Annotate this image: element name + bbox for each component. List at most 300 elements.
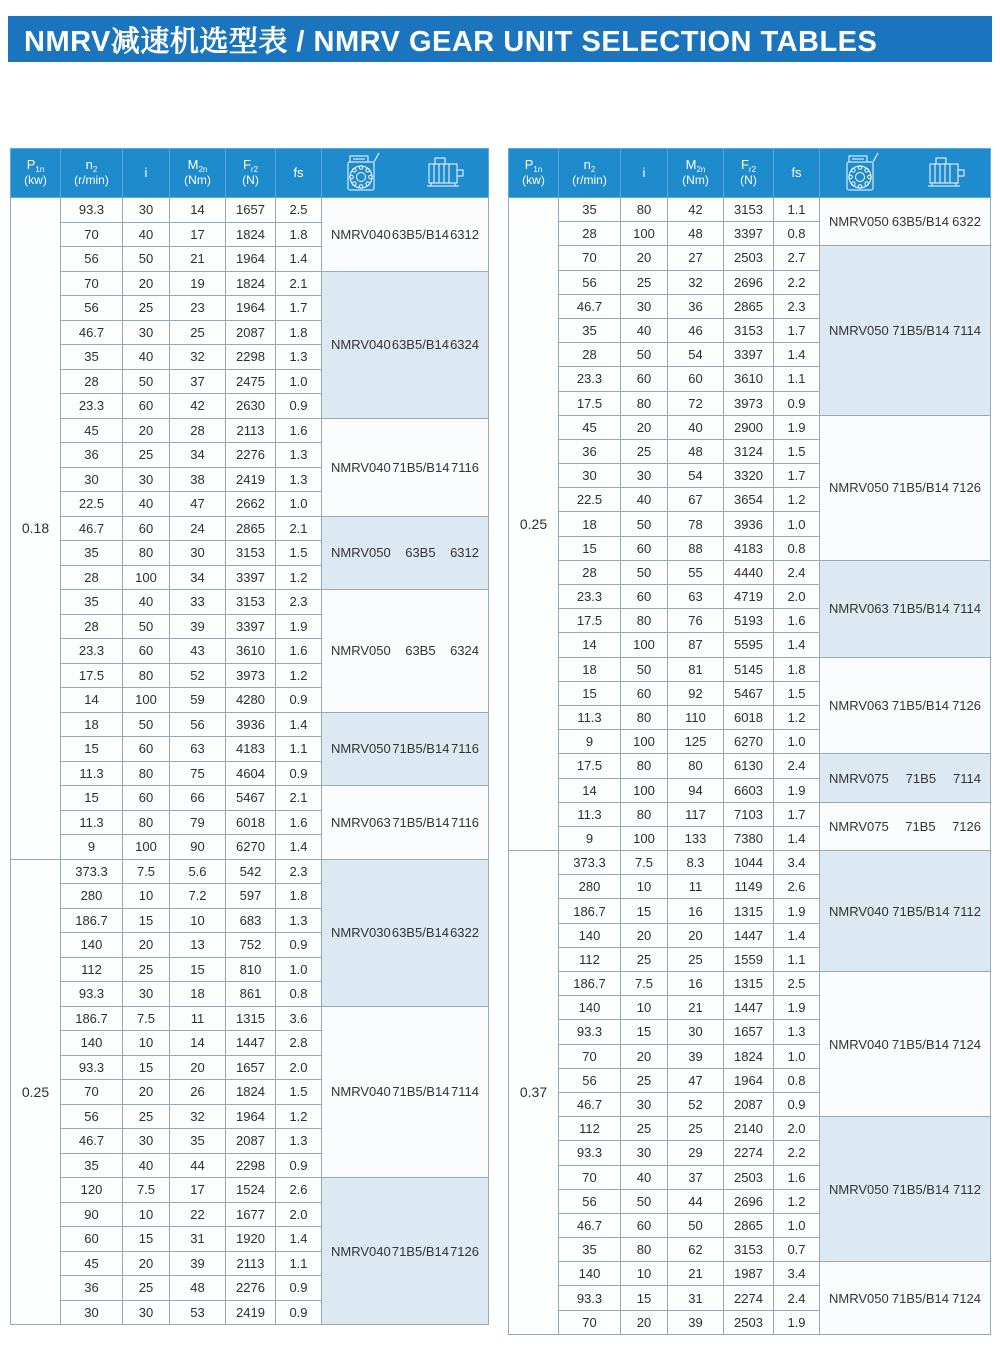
column-header: $P_{1n}$ (kw) [11,149,61,198]
cell-fr2: 2865 [724,1213,774,1237]
cell-fr2: 1824 [724,1044,774,1068]
cell-fr2: 4183 [724,536,774,560]
cell-fs: 1.7 [276,296,322,321]
cell-m2n: 37 [668,1165,724,1189]
cell-i: 60 [621,536,668,560]
motor-label: 7126 [952,480,981,496]
cell-fs: 2.2 [774,1141,820,1165]
cell-fr2: 4183 [226,737,276,762]
table-row [11,1178,489,1203]
cell-fr2: 7380 [724,826,774,850]
cell-m2n: 36 [668,294,724,318]
cell-fr2: 1447 [226,1031,276,1056]
cell-m2n: 35 [170,1129,226,1154]
cell-fr2: 2475 [226,369,276,394]
cell-n2: 140 [559,996,621,1020]
cell-i: 100 [123,565,170,590]
motor-label: 7112 [953,903,981,919]
cell-n2: 23.3 [559,367,621,391]
cell-fs: 1.2 [276,1104,322,1129]
cell-i: 100 [123,688,170,713]
cell-i: 10 [621,996,668,1020]
cell-model [820,657,991,754]
cell-fs: 1.9 [774,778,820,802]
cell-fs: 1.8 [774,657,820,681]
cell-i: 80 [621,1238,668,1262]
motor-label: 6312 [450,226,479,242]
table-row [509,851,991,875]
model-label: NMRV030 [331,925,391,940]
cell-fr2: 1315 [724,972,774,996]
cell-i: 10 [123,1202,170,1227]
table-row [509,415,991,439]
cell-n2: 11.3 [61,761,123,786]
cell-m2n: 42 [170,394,226,419]
cell-i: 60 [123,516,170,541]
model-label: NMRV050 [829,1290,889,1306]
cell-fs: 1.4 [774,633,820,657]
cell-i: 60 [123,394,170,419]
cell-n2: 18 [559,512,621,536]
cell-n2: 70 [61,222,123,247]
column-header: $n_2$ (r/min) [61,149,123,198]
cell-fs: 1.7 [774,464,820,488]
cell-n2: 14 [559,633,621,657]
cell-i: 50 [123,712,170,737]
cell-fr2: 1824 [226,222,276,247]
cell-fr2: 1315 [226,1006,276,1031]
cell-fr2: 4719 [724,585,774,609]
cell-m2n: 21 [170,247,226,272]
table-row [509,560,991,584]
cell-m2n: 5.6 [170,859,226,884]
cell-fr2: 3153 [724,318,774,342]
cell-i: 80 [621,754,668,778]
cell-i: 50 [123,247,170,272]
cell-fr2: 2113 [226,418,276,443]
cell-fs: 1.3 [276,443,322,468]
cell-m2n: 63 [170,737,226,762]
cell-fs: 2.8 [276,1031,322,1056]
cell-n2: 56 [61,1104,123,1129]
gearbox-icon [342,152,382,194]
cell-fs: 0.9 [276,688,322,713]
table-row [11,418,489,443]
cell-fr2: 2503 [724,1165,774,1189]
cell-m2n: 72 [668,391,724,415]
cell-m2n: 14 [170,198,226,223]
model-label: NMRV050 [331,643,391,659]
cell-model [820,802,991,850]
cell-m2n: 76 [668,609,724,633]
motor-label: 6312 [450,545,479,561]
cell-m2n: 40 [668,415,724,439]
cell-n2: 30 [61,467,123,492]
cell-i: 20 [621,246,668,270]
cell-m2n: 133 [668,826,724,850]
model-label: NMRV063 [829,697,889,713]
cell-fr2: 3153 [226,541,276,566]
cell-i: 25 [123,1104,170,1129]
cell-fs: 2.4 [774,560,820,584]
cell-m2n: 27 [668,246,724,270]
cell-fs: 0.9 [276,1153,322,1178]
cell-m2n: 43 [170,639,226,664]
cell-fs: 1.6 [774,609,820,633]
cell-n2: 112 [559,1117,621,1141]
cell-model [820,972,991,1117]
cell-i: 30 [123,1300,170,1325]
cell-fs: 1.4 [774,343,820,367]
cell-fr2: 5595 [724,633,774,657]
cell-fr2: 3610 [226,639,276,664]
column-header: $n_2$ (r/min) [559,149,621,198]
cell-fr2: 2662 [226,492,276,517]
cell-fr2: 2419 [226,467,276,492]
cell-fr2: 3654 [724,488,774,512]
cell-m2n: 25 [668,947,724,971]
cell-i: 60 [621,367,668,391]
cell-m2n: 8.3 [668,851,724,875]
table-row [509,1262,991,1286]
cell-fs: 1.5 [774,681,820,705]
cell-i: 80 [621,802,668,826]
cell-m2n: 32 [668,270,724,294]
cell-fs: 1.0 [774,1044,820,1068]
cell-m2n: 75 [170,761,226,786]
cell-fs: 0.9 [774,1092,820,1116]
cell-n2: 22.5 [61,492,123,517]
cell-model [322,712,489,786]
cell-i: 15 [123,908,170,933]
cell-fs: 2.3 [276,859,322,884]
cell-m2n: 26 [170,1080,226,1105]
cell-n2: 9 [61,835,123,860]
cell-n2: 373.3 [559,851,621,875]
cell-i: 60 [621,1213,668,1237]
cell-i: 20 [621,1310,668,1334]
cell-fr2: 2419 [226,1300,276,1325]
cell-m2n: 34 [170,443,226,468]
cell-i: 40 [123,1153,170,1178]
cell-fr2: 2087 [724,1092,774,1116]
cell-n2: 46.7 [559,294,621,318]
cell-m2n: 16 [668,972,724,996]
cell-m2n: 33 [170,590,226,615]
cell-fr2: 1824 [226,271,276,296]
cell-n2: 45 [61,1251,123,1276]
table-row [11,786,489,811]
cell-i: 10 [123,1031,170,1056]
cell-fr2: 2276 [226,1276,276,1301]
cell-i: 30 [621,1141,668,1165]
cell-fr2: 1149 [724,875,774,899]
cell-n2: 18 [559,657,621,681]
cell-n2: 186.7 [559,972,621,996]
cell-m2n: 52 [170,663,226,688]
cell-model [322,859,489,1006]
cell-fs: 0.9 [276,761,322,786]
cell-fs: 2.7 [774,246,820,270]
cell-fr2: 2140 [724,1117,774,1141]
cell-n2: 90 [61,1202,123,1227]
cell-n2: 35 [559,318,621,342]
model-label: NMRV040 [331,226,391,242]
cell-fr2: 1657 [226,198,276,223]
cell-n2: 46.7 [61,516,123,541]
cell-fs: 1.7 [774,318,820,342]
cell-fs: 1.2 [774,705,820,729]
cell-i: 20 [621,415,668,439]
cell-i: 25 [123,296,170,321]
cell-fr2: 3153 [724,198,774,222]
cell-fs: 0.8 [774,1068,820,1092]
cell-i: 15 [123,1227,170,1252]
cell-fs: 1.2 [774,1189,820,1213]
cell-m2n: 32 [170,345,226,370]
flange-label: 71B5/B14 [392,459,450,475]
cell-fr2: 6130 [724,754,774,778]
cell-fr2: 2503 [724,1310,774,1334]
cell-i: 30 [123,467,170,492]
cell-i: 50 [621,343,668,367]
flange-label: 71B5/B14 [892,903,950,919]
cell-fs: 1.4 [774,923,820,947]
cell-fr2: 5193 [724,609,774,633]
cell-fs: 1.0 [276,957,322,982]
cell-n2: 112 [559,947,621,971]
cell-fs: 2.2 [774,270,820,294]
cell-model [322,516,489,590]
cell-m2n: 21 [668,996,724,1020]
cell-n2: 35 [61,1153,123,1178]
model-column-header [322,149,489,198]
cell-i: 25 [123,443,170,468]
cell-m2n: 52 [668,1092,724,1116]
cell-n2: 70 [559,1310,621,1334]
cell-i: 25 [123,957,170,982]
cell-i: 20 [621,1044,668,1068]
cell-n2: 11.3 [559,802,621,826]
cell-n2: 28 [61,565,123,590]
cell-n2: 9 [559,730,621,754]
cell-i: 20 [123,933,170,958]
cell-fs: 3.4 [774,851,820,875]
cell-i: 80 [621,609,668,633]
cell-m2n: 110 [668,705,724,729]
cell-n2: 56 [61,247,123,272]
page-title-bar [8,16,992,62]
cell-fs: 1.0 [774,512,820,536]
cell-fs: 1.6 [276,639,322,664]
model-label: NMRV063 [331,814,391,830]
cell-n2: 93.3 [61,1055,123,1080]
cell-fr2: 810 [226,957,276,982]
cell-fr2: 3153 [226,590,276,615]
cell-n2: 70 [61,1080,123,1105]
model-label: NMRV050 [331,741,391,757]
cell-n2: 45 [61,418,123,443]
cell-n2: 36 [61,1276,123,1301]
cell-fs: 0.8 [276,982,322,1007]
cell-fr2: 1657 [724,1020,774,1044]
cell-m2n: 28 [170,418,226,443]
cell-fr2: 1987 [724,1262,774,1286]
cell-fr2: 6603 [724,778,774,802]
cell-fr2: 6018 [226,810,276,835]
flange-label: 71B5/B14 [891,1036,949,1052]
cell-i: 30 [621,294,668,318]
cell-fs: 2.6 [774,875,820,899]
cell-fr2: 6270 [724,730,774,754]
cell-model [322,1006,489,1178]
cell-n2: 28 [559,560,621,584]
table-row [509,246,991,270]
cell-m2n: 44 [170,1153,226,1178]
cell-fs: 1.3 [774,1020,820,1044]
cell-i: 100 [621,633,668,657]
cell-fr2: 597 [226,884,276,909]
cell-m2n: 21 [668,1262,724,1286]
flange-label: 63B5 [405,643,436,659]
cell-fr2: 3973 [226,663,276,688]
cell-i: 20 [621,923,668,947]
cell-m2n: 25 [668,1117,724,1141]
motor-icon [422,155,468,191]
cell-n2: 186.7 [61,908,123,933]
cell-fr2: 3320 [724,464,774,488]
cell-i: 60 [621,585,668,609]
cell-m2n: 15 [170,957,226,982]
cell-n2: 17.5 [559,754,621,778]
cell-fs: 1.4 [276,835,322,860]
cell-n2: 35 [559,198,621,222]
cell-n2: 60 [61,1227,123,1252]
cell-n2: 17.5 [559,609,621,633]
cell-fr2: 7103 [724,802,774,826]
cell-m2n: 44 [668,1189,724,1213]
cell-fs: 2.1 [276,786,322,811]
cell-fr2: 1964 [226,247,276,272]
cell-n2: 70 [559,1165,621,1189]
cell-n2: 11.3 [559,705,621,729]
motor-label: 7116 [451,459,479,475]
cell-i: 25 [621,270,668,294]
cell-m2n: 60 [668,367,724,391]
cell-m2n: 14 [170,1031,226,1056]
cell-model [322,1178,489,1325]
cell-m2n: 11 [170,1006,226,1031]
model-label: NMRV063 [829,601,889,617]
cell-i: 40 [621,488,668,512]
cell-fr2: 6018 [724,705,774,729]
cell-m2n: 23 [170,296,226,321]
cell-n2: 93.3 [559,1141,621,1165]
table-row [11,712,489,737]
cell-fs: 1.1 [774,947,820,971]
flange-label: 71B5/B14 [891,1290,949,1306]
cell-m2n: 47 [170,492,226,517]
cell-fs: 2.5 [276,198,322,223]
cell-m2n: 66 [170,786,226,811]
cell-n2: 70 [61,271,123,296]
flange-label: 71B5/B14 [892,601,950,617]
cell-m2n: 39 [170,1251,226,1276]
cell-model [322,786,489,860]
cell-n2: 56 [559,1068,621,1092]
cell-i: 50 [621,1189,668,1213]
cell-fr2: 2298 [226,345,276,370]
cell-fr2: 4280 [226,688,276,713]
cell-fr2: 861 [226,982,276,1007]
cell-n2: 56 [61,296,123,321]
cell-fr2: 1920 [226,1227,276,1252]
cell-i: 40 [621,318,668,342]
motor-label: 6324 [450,337,479,352]
cell-power: 0.18 [11,198,61,860]
cell-n2: 373.3 [61,859,123,884]
cell-fr2: 1524 [226,1178,276,1203]
cell-n2: 35 [61,590,123,615]
cell-fr2: 4440 [724,560,774,584]
cell-m2n: 47 [668,1068,724,1092]
cell-fs: 2.5 [774,972,820,996]
table-row [11,1006,489,1031]
cell-i: 80 [123,761,170,786]
cell-n2: 70 [559,246,621,270]
cell-fr2: 3610 [724,367,774,391]
cell-model [820,415,991,560]
cell-n2: 186.7 [559,899,621,923]
header-row [11,149,489,198]
flange-label: 71B5/B14 [392,741,450,757]
cell-m2n: 20 [170,1055,226,1080]
cell-n2: 45 [559,415,621,439]
cell-fr2: 3973 [724,391,774,415]
cell-fs: 2.0 [774,1117,820,1141]
cell-fs: 2.0 [276,1202,322,1227]
cell-m2n: 59 [170,688,226,713]
cell-n2: 18 [61,712,123,737]
model-label: NMRV040 [829,1036,889,1052]
flange-label: 63B5/B14 [391,925,449,940]
cell-m2n: 30 [668,1020,724,1044]
page-title: NMRV减速机选型表 / NMRV GEAR UNIT SELECTION TABLES [24,25,878,58]
cell-i: 30 [621,1092,668,1116]
cell-n2: 15 [559,536,621,560]
cell-m2n: 48 [170,1276,226,1301]
table-row [509,972,991,996]
flange-label: 71B5/B14 [392,814,450,830]
cell-i: 7.5 [621,972,668,996]
cell-fr2: 2274 [724,1141,774,1165]
cell-fs: 2.1 [276,271,322,296]
cell-fs: 0.7 [774,1238,820,1262]
cell-fr2: 3397 [226,614,276,639]
table-row [11,516,489,541]
model-label: NMRV040 [331,337,391,352]
cell-i: 30 [123,198,170,223]
cell-i: 60 [123,786,170,811]
cell-fs: 1.9 [774,415,820,439]
cell-i: 7.5 [123,1178,170,1203]
cell-m2n: 80 [668,754,724,778]
cell-m2n: 11 [668,875,724,899]
cell-i: 10 [621,875,668,899]
table-row [509,802,991,826]
cell-n2: 28 [61,614,123,639]
cell-model [322,590,489,713]
